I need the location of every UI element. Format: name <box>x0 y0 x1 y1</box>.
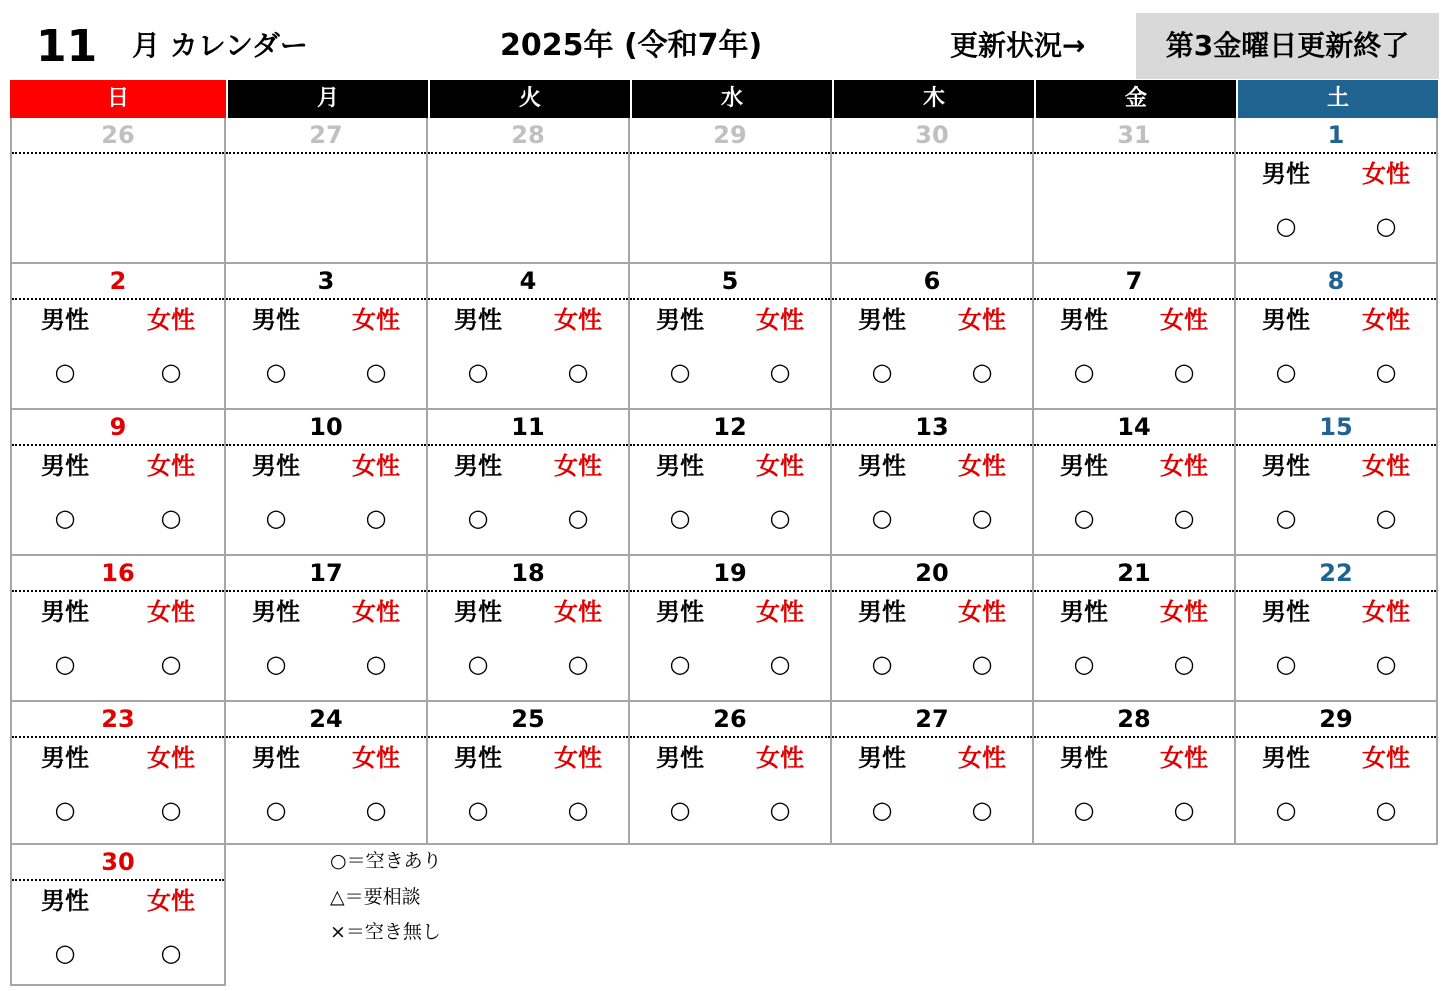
day-number: 26 <box>12 118 224 154</box>
male-label: 男性 <box>1060 744 1108 772</box>
female-availability: ○ <box>971 358 993 386</box>
female-availability: ○ <box>160 939 182 967</box>
day-number: 27 <box>832 702 1032 738</box>
male-availability: ○ <box>54 650 76 678</box>
female-availability: ○ <box>365 650 387 678</box>
day-number: 29 <box>630 118 830 154</box>
day-cell <box>10 702 226 845</box>
male-availability: ○ <box>265 358 287 386</box>
male-availability: ○ <box>669 796 691 824</box>
female-label: 女性 <box>1160 306 1208 334</box>
male-label: 男性 <box>858 744 906 772</box>
day-number: 18 <box>428 556 628 592</box>
female-label: 女性 <box>958 306 1006 334</box>
update-status-badge: 第3金曜日更新終了 <box>1136 13 1439 79</box>
male-label: 男性 <box>41 306 89 334</box>
weekday-tuesday-header: 火 <box>428 80 630 118</box>
day-cell <box>428 410 630 556</box>
male-label: 男性 <box>454 598 502 626</box>
legend-consult: △＝要相談 <box>330 886 421 908</box>
day-cell <box>428 556 630 702</box>
male-availability: ○ <box>265 650 287 678</box>
day-number: 13 <box>832 410 1032 446</box>
day-cell <box>1236 702 1438 845</box>
day-number: 23 <box>12 702 224 738</box>
male-availability: ○ <box>54 504 76 532</box>
day-cell <box>10 118 226 264</box>
day-cell <box>832 118 1034 264</box>
day-cell <box>1034 556 1236 702</box>
female-availability: ○ <box>567 504 589 532</box>
day-cell <box>428 702 630 845</box>
female-label: 女性 <box>352 744 400 772</box>
day-number: 24 <box>226 702 426 738</box>
day-cell <box>226 702 428 845</box>
male-label: 男性 <box>656 598 704 626</box>
female-label: 女性 <box>756 744 804 772</box>
male-label: 男性 <box>252 598 300 626</box>
female-availability: ○ <box>567 650 589 678</box>
day-cell <box>1034 264 1236 410</box>
female-availability: ○ <box>365 504 387 532</box>
male-availability: ○ <box>1073 358 1095 386</box>
day-number: 19 <box>630 556 830 592</box>
male-label: 男性 <box>1060 598 1108 626</box>
female-availability: ○ <box>1375 504 1397 532</box>
male-label: 男性 <box>858 598 906 626</box>
female-label: 女性 <box>1362 744 1410 772</box>
female-label: 女性 <box>554 452 602 480</box>
male-label: 男性 <box>252 306 300 334</box>
male-label: 男性 <box>41 887 89 915</box>
day-number: 12 <box>630 410 830 446</box>
male-availability: ○ <box>1073 650 1095 678</box>
day-number: 15 <box>1236 410 1436 446</box>
female-label: 女性 <box>554 306 602 334</box>
day-cell <box>1034 410 1236 556</box>
day-cell <box>630 118 832 264</box>
male-availability: ○ <box>871 358 893 386</box>
female-label: 女性 <box>756 598 804 626</box>
day-number: 27 <box>226 118 426 154</box>
female-availability: ○ <box>769 796 791 824</box>
female-availability: ○ <box>769 504 791 532</box>
male-availability: ○ <box>467 796 489 824</box>
male-label: 男性 <box>454 452 502 480</box>
day-cell <box>1034 118 1236 264</box>
female-availability: ○ <box>160 358 182 386</box>
day-number: 16 <box>12 556 224 592</box>
male-label: 男性 <box>656 452 704 480</box>
day-cell <box>630 264 832 410</box>
month-number: 11 <box>36 21 98 72</box>
day-cell <box>630 410 832 556</box>
day-cell <box>832 556 1034 702</box>
male-availability: ○ <box>1275 650 1297 678</box>
male-availability: ○ <box>669 504 691 532</box>
year-label: 2025年 (令和7年) <box>500 28 763 63</box>
female-availability: ○ <box>1375 358 1397 386</box>
male-label: 男性 <box>656 744 704 772</box>
female-availability: ○ <box>1173 358 1195 386</box>
day-number: 29 <box>1236 702 1436 738</box>
female-availability: ○ <box>1375 650 1397 678</box>
male-availability: ○ <box>467 358 489 386</box>
month-label: 月 カレンダー <box>132 29 308 62</box>
day-number: 20 <box>832 556 1032 592</box>
female-label: 女性 <box>1362 452 1410 480</box>
male-label: 男性 <box>41 452 89 480</box>
female-availability: ○ <box>769 650 791 678</box>
day-number: 28 <box>428 118 628 154</box>
day-number: 2 <box>12 264 224 300</box>
day-number: 9 <box>12 410 224 446</box>
day-number: 11 <box>428 410 628 446</box>
female-availability: ○ <box>160 504 182 532</box>
female-availability: ○ <box>365 796 387 824</box>
male-availability: ○ <box>467 504 489 532</box>
day-number: 30 <box>12 845 224 881</box>
male-label: 男性 <box>454 744 502 772</box>
female-label: 女性 <box>958 744 1006 772</box>
male-availability: ○ <box>265 796 287 824</box>
male-label: 男性 <box>454 306 502 334</box>
male-label: 男性 <box>252 452 300 480</box>
weekday-header-row <box>10 80 1440 118</box>
day-cell <box>832 702 1034 845</box>
male-availability: ○ <box>54 796 76 824</box>
female-availability: ○ <box>567 796 589 824</box>
day-number: 14 <box>1034 410 1234 446</box>
day-number: 28 <box>1034 702 1234 738</box>
female-label: 女性 <box>147 744 195 772</box>
day-cell <box>10 264 226 410</box>
female-label: 女性 <box>1160 744 1208 772</box>
male-label: 男性 <box>41 744 89 772</box>
female-label: 女性 <box>1160 452 1208 480</box>
female-availability: ○ <box>769 358 791 386</box>
day-cell <box>428 264 630 410</box>
female-availability: ○ <box>1173 796 1195 824</box>
day-number: 10 <box>226 410 426 446</box>
female-availability: ○ <box>971 650 993 678</box>
weekday-wednesday-header: 水 <box>630 80 832 118</box>
female-label: 女性 <box>756 452 804 480</box>
female-label: 女性 <box>352 598 400 626</box>
day-cell <box>1236 556 1438 702</box>
female-label: 女性 <box>147 887 195 915</box>
male-availability: ○ <box>1275 212 1297 240</box>
female-label: 女性 <box>554 598 602 626</box>
male-label: 男性 <box>41 598 89 626</box>
day-number: 3 <box>226 264 426 300</box>
female-label: 女性 <box>1362 160 1410 188</box>
male-label: 男性 <box>858 306 906 334</box>
day-cell <box>630 702 832 845</box>
day-number: 21 <box>1034 556 1234 592</box>
male-availability: ○ <box>1073 796 1095 824</box>
day-number: 5 <box>630 264 830 300</box>
female-label: 女性 <box>1160 598 1208 626</box>
day-cell <box>428 118 630 264</box>
female-label: 女性 <box>147 598 195 626</box>
day-number: 17 <box>226 556 426 592</box>
female-label: 女性 <box>147 452 195 480</box>
day-cell <box>226 556 428 702</box>
female-availability: ○ <box>160 796 182 824</box>
female-label: 女性 <box>1362 598 1410 626</box>
male-availability: ○ <box>669 358 691 386</box>
day-number: 22 <box>1236 556 1436 592</box>
day-cell <box>226 410 428 556</box>
male-availability: ○ <box>871 650 893 678</box>
weekday-monday-header: 月 <box>226 80 428 118</box>
day-cell <box>1034 702 1236 845</box>
day-cell <box>226 118 428 264</box>
male-availability: ○ <box>467 650 489 678</box>
male-availability: ○ <box>871 796 893 824</box>
day-cell <box>10 845 226 986</box>
female-label: 女性 <box>554 744 602 772</box>
male-availability: ○ <box>54 939 76 967</box>
male-label: 男性 <box>1262 452 1310 480</box>
legend-unavailable: ×＝空き無し <box>330 921 441 943</box>
male-availability: ○ <box>871 504 893 532</box>
male-label: 男性 <box>252 744 300 772</box>
female-availability: ○ <box>365 358 387 386</box>
female-label: 女性 <box>958 452 1006 480</box>
weekday-sunday-header: 日 <box>10 80 226 118</box>
day-cell <box>10 410 226 556</box>
male-availability: ○ <box>1275 796 1297 824</box>
day-cell <box>1236 410 1438 556</box>
day-cell <box>226 264 428 410</box>
male-label: 男性 <box>656 306 704 334</box>
female-label: 女性 <box>756 306 804 334</box>
female-availability: ○ <box>1375 796 1397 824</box>
male-availability: ○ <box>1275 504 1297 532</box>
male-availability: ○ <box>265 504 287 532</box>
day-number: 26 <box>630 702 830 738</box>
day-number: 7 <box>1034 264 1234 300</box>
day-cell <box>10 556 226 702</box>
female-availability: ○ <box>971 796 993 824</box>
male-availability: ○ <box>1275 358 1297 386</box>
day-number: 4 <box>428 264 628 300</box>
weekday-friday-header: 金 <box>1034 80 1236 118</box>
day-cell <box>630 556 832 702</box>
female-availability: ○ <box>971 504 993 532</box>
male-label: 男性 <box>1262 744 1310 772</box>
female-label: 女性 <box>352 452 400 480</box>
legend-available: ○＝空きあり <box>330 850 442 872</box>
day-number: 1 <box>1236 118 1436 154</box>
female-label: 女性 <box>352 306 400 334</box>
male-label: 男性 <box>1262 598 1310 626</box>
day-cell <box>832 264 1034 410</box>
female-label: 女性 <box>147 306 195 334</box>
female-availability: ○ <box>1375 212 1397 240</box>
female-availability: ○ <box>160 650 182 678</box>
male-label: 男性 <box>1262 306 1310 334</box>
day-number: 30 <box>832 118 1032 154</box>
female-availability: ○ <box>1173 650 1195 678</box>
day-number: 8 <box>1236 264 1436 300</box>
female-availability: ○ <box>1173 504 1195 532</box>
male-label: 男性 <box>1262 160 1310 188</box>
female-availability: ○ <box>567 358 589 386</box>
calendar-header <box>0 0 1456 80</box>
day-cell <box>1236 118 1438 264</box>
day-cell <box>832 410 1034 556</box>
male-availability: ○ <box>669 650 691 678</box>
male-label: 男性 <box>1060 306 1108 334</box>
weekday-thursday-header: 木 <box>832 80 1034 118</box>
male-availability: ○ <box>54 358 76 386</box>
update-status-label: 更新状況→ <box>950 29 1086 62</box>
weekday-saturday-header: 土 <box>1236 80 1438 118</box>
day-number: 31 <box>1034 118 1234 154</box>
male-label: 男性 <box>858 452 906 480</box>
female-label: 女性 <box>958 598 1006 626</box>
day-number: 25 <box>428 702 628 738</box>
day-number: 6 <box>832 264 1032 300</box>
male-availability: ○ <box>1073 504 1095 532</box>
female-label: 女性 <box>1362 306 1410 334</box>
male-label: 男性 <box>1060 452 1108 480</box>
day-cell <box>1236 264 1438 410</box>
